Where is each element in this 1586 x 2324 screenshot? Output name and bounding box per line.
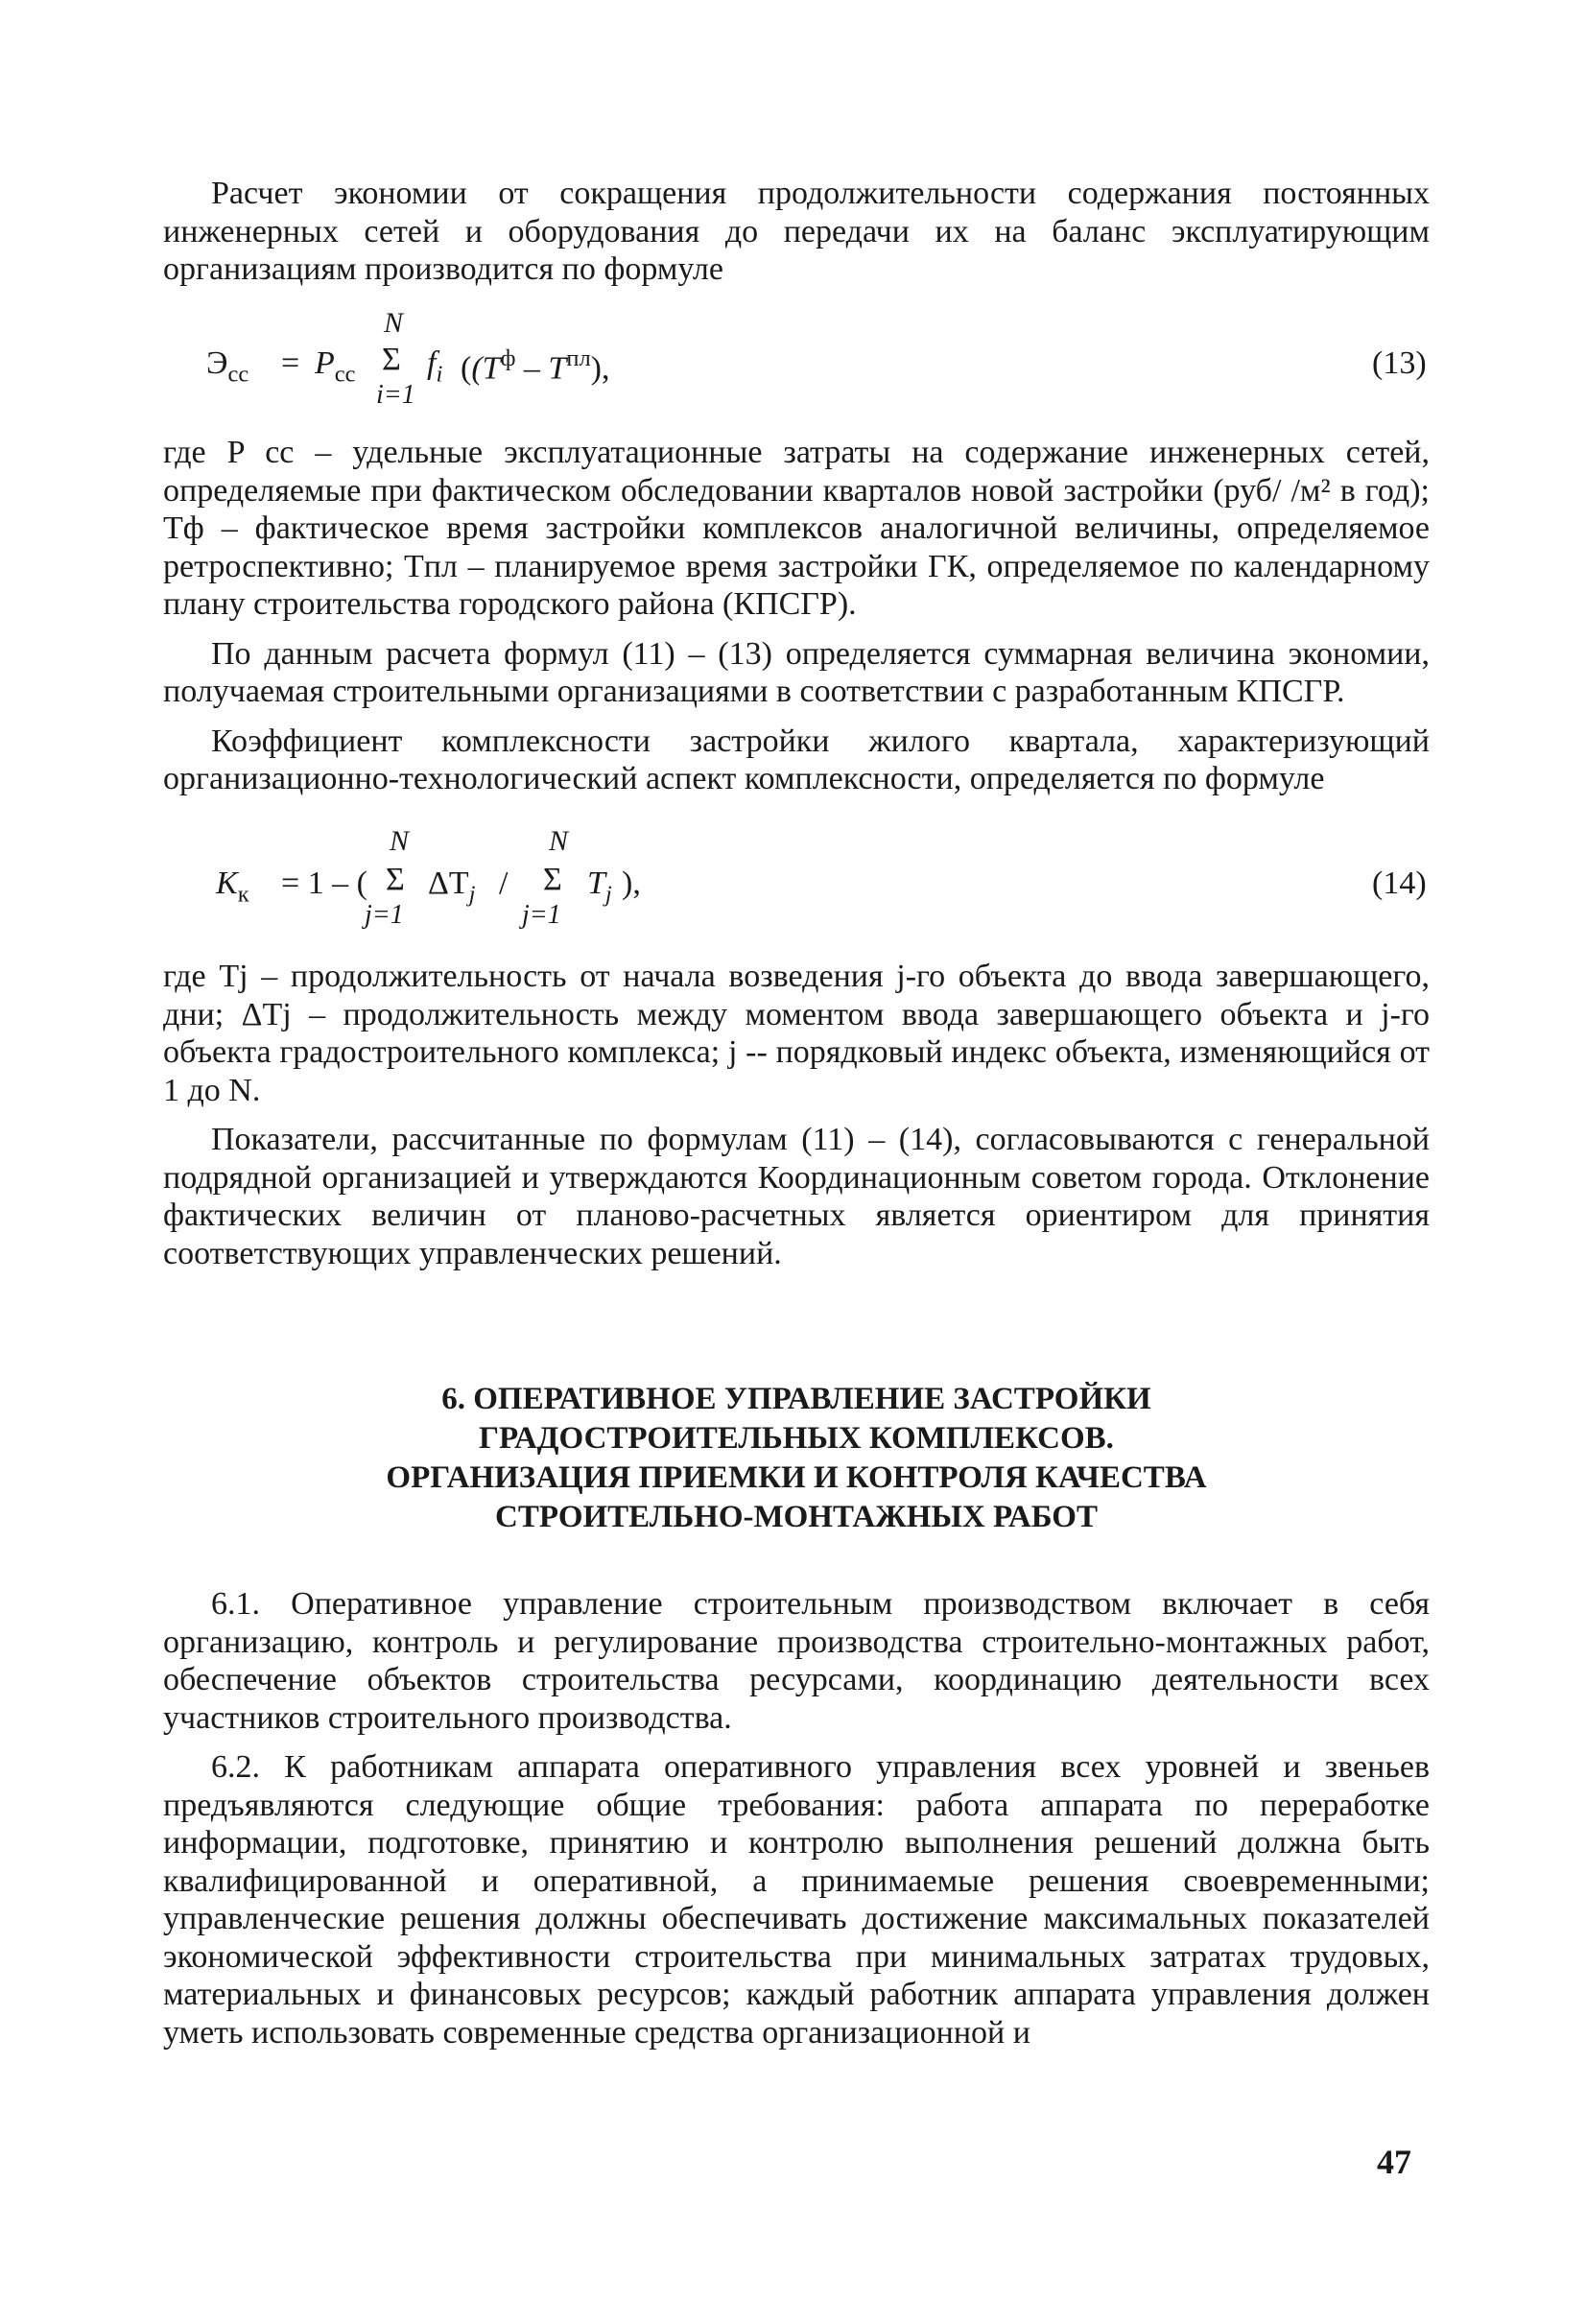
paragraph-definitions-14: где Tj – продолжительность от начала возведения j-го объекта до ввода завершающего, дни; ΔTj – продолжительность между моментом ввода завершающего объекта и j-го объекта градостроительного комплекса; j -- порядковый индекс объекта, изменяющийся от 1 до N. [163,959,1430,1108]
page-number: 47 [1377,2143,1411,2181]
formula-14-sum1-top: N [390,825,410,857]
formula-14-eq: = 1 – ( [281,866,367,901]
section-6-body [163,1585,1430,2051]
section-heading-line: ГРАДОСТРОИТЕЛЬНЫХ КОМПЛЕКСОВ. [479,1421,1114,1456]
formula-13-sum-top: N [384,307,404,339]
formula-13-f: $f_i$ [427,345,443,388]
formula-14-sum1-sign: Σ [386,862,405,897]
formula-13-body: ($(T^ф - T^{пл})$, [461,345,610,387]
section-heading-line: СТРОИТЕЛЬНО-МОНТАЖНЫХ РАБОТ [495,1500,1098,1534]
formula-13-p: $P_{сс}$ [315,345,356,388]
formula-14-sum1-bottom: j=1 [365,900,404,930]
formula-14 [0,823,1586,938]
formula-14-sum2-bottom: j=1 [522,900,561,930]
formula-13 [0,305,1586,420]
formula-13-eq: = [281,345,300,381]
definitions-14-block [163,958,1430,1272]
section-heading-line: 6. ОПЕРАТИВНОЕ УПРАВЛЕНИЕ ЗАСТРОЙКИ [441,1382,1151,1416]
paragraph-definitions-13: где P сс – удельные эксплуатационные затраты на содержание инженерных сетей, определяемые при фактическом обследовании кварталов новой застройки (руб/ /м² в год); Tф – фактическое время застройки комплексов аналогичной величины, определяемое ретроспективно; Tпл – планируемое время застройки ГК, определяемое по календарному плану строительства городского района (КПСГР). [163,435,1430,622]
definitions-block [163,434,1430,798]
formula-14-sum2-top: N [549,825,569,857]
paragraph-6-2: 6.2. К работникам аппарата оперативного управления всех уровней и звеньев предъявляются следующие общие требования: работа аппарата по переработке информации, подготовке, принятию и контролю выполнения решений должна быть квалифицированной и оперативной, а принимаемые решения своевременными; управленческие решения должны обеспечивать достижение максимальных показателей экономической эффективности строительства при минимальных затратах трудовых, материальных и финансовых ресурсов; каждый работник аппарата управления должен уметь использовать современные средства организационной и [163,1749,1430,2051]
formula-13-sum-sign: Σ [382,342,401,377]
formula-13-number: (13) [1372,345,1427,381]
paragraph-economy-calc: Расчет экономии от сокращения продолжительности содержания постоянных инженерных сетей и оборудования до передачи их на баланс эксплуатирующим организациям производится по формуле [163,176,1430,287]
formula-14-sum2-sign: Σ [543,862,562,897]
paragraph-complexity-coef: Коэффициент комплексности застройки жилого квартала, характеризующий организационно-технологический аспект комплексности, определяется по формуле [163,723,1430,796]
formula-14-slash: / [499,866,509,901]
formula-13-lhs: $Э_{сс}$ [206,345,249,388]
formula-14-delta-t: $\Delta T_j$ [428,866,476,908]
paragraph-summary-economy: По данным расчета формул (11) – (13) определяется суммарная величина экономии, получаемая строительными организациями в соответствии с разработанным КПСГР. [163,635,1430,709]
formula-14-t: $T_j$ [587,866,612,908]
intro-block [163,175,1430,289]
paragraph-indicators: Показатели, рассчитанные по формулам (11) – (14), согласовываются с генеральной подрядной организацией и утверждаются Координационным советом города. Отклонение фактических величин от планово-расчетных является ориентиром для принятия соответствующих управленческих решений. [163,1122,1430,1271]
section-heading-line: ОРГАНИЗАЦИЯ ПРИЕМКИ И КОНТРОЛЯ КАЧЕСТВА [386,1460,1207,1495]
section-6-heading [163,1380,1430,1537]
paragraph-6-1: 6.1. Оперативное управление строительным производством включает в себя организацию, контроль и регулирование производства строительно-монтажных работ, обеспечение объектов строительства ресурсами, координацию деятельности всех участников строительного производства. [163,1586,1430,1736]
formula-14-lhs: $K_к$ [216,866,249,908]
formula-14-close: ), [622,866,641,901]
formula-14-number: (14) [1372,866,1427,901]
formula-13-sum-bottom: i=1 [376,380,415,410]
